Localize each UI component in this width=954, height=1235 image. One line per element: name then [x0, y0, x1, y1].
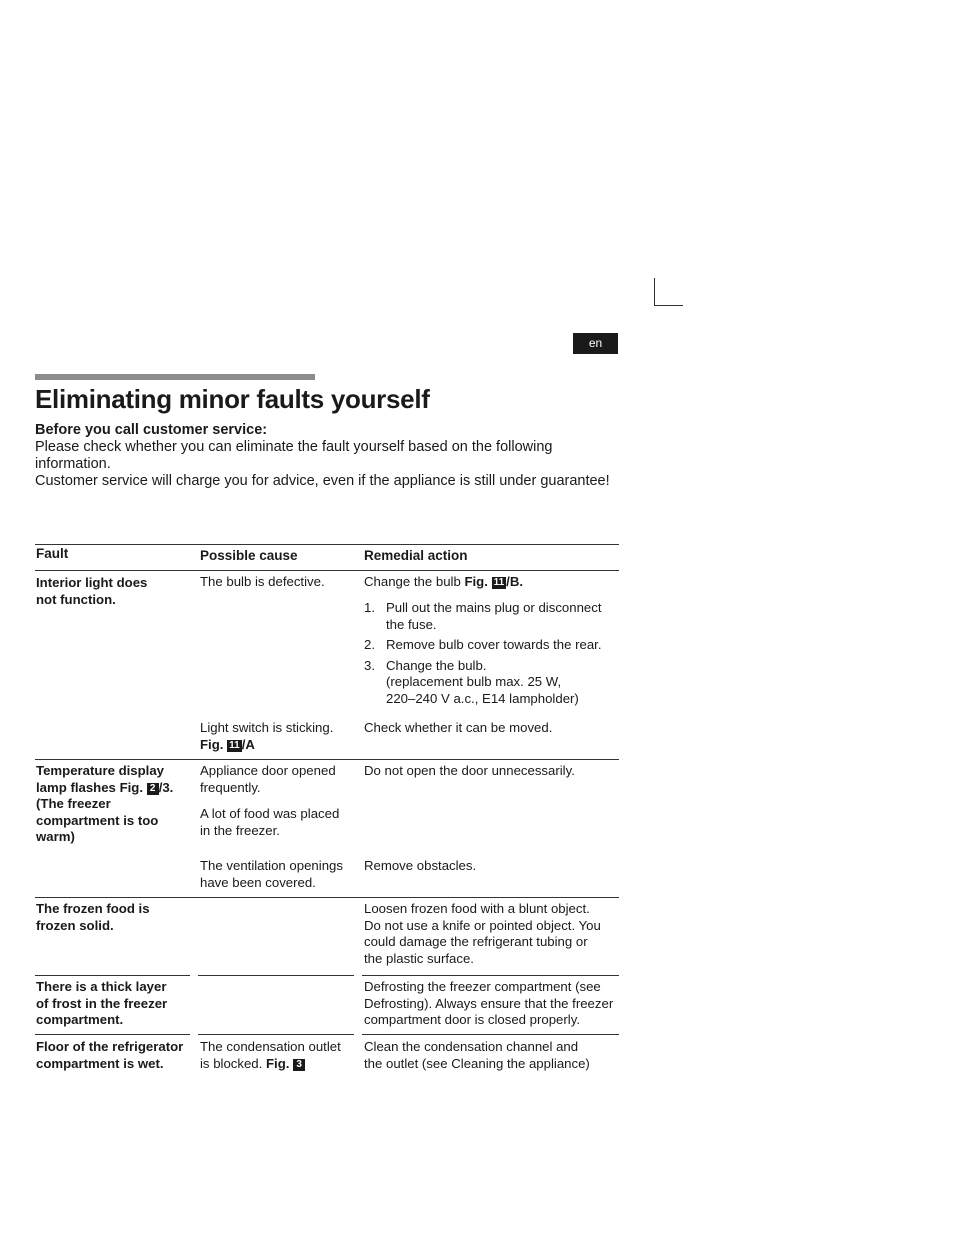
row1-bottom-rule [35, 759, 619, 760]
row4-bottom-rule-cause [198, 1034, 354, 1035]
figure-ref-icon: 2 [147, 783, 159, 795]
row2-cause1: Appliance door opened frequently. [200, 763, 336, 795]
row3-bottom-rule-remedy [362, 975, 619, 976]
figure-ref-icon: 11 [493, 577, 505, 588]
crop-mark-horizontal [654, 305, 683, 306]
table-top-rule [35, 544, 619, 545]
row5-cause: The condensation outlet is blocked. Fig. 3 [200, 1039, 341, 1071]
row1-remedy2: Check whether it can be moved. [364, 720, 553, 735]
figure-ref-icon: 11 [229, 739, 240, 751]
page-title: Eliminating minor faults yourself [35, 384, 430, 414]
row1-cause1: The bulb is defective. [200, 574, 325, 589]
intro-paragraph-1: Please check whether you can eliminate the fault yourself based on the following information. [35, 439, 553, 472]
row3-bottom-rule-fault [35, 975, 190, 976]
row4-remedy: Defrosting the freezer compartment (see Defrosting). Always ensure that the freezer compartment door is closed properly. [364, 979, 614, 1028]
row1-remedy1: Change the bulb Fig. 11 /B. [364, 574, 524, 589]
step-item: 3. Change the bulb. (replacement bulb max. 25 W, 220–240 V a.c., E14 lampholder) [364, 657, 579, 706]
intro-paragraph-2: Customer service will charge you for advice, even if the appliance is still under guarantee! [35, 473, 610, 489]
row3-remedy: Loosen frozen food with a blunt object. Do not use a knife or pointed object. You could damage the refrigerant tubing or the plastic surface. [364, 901, 601, 966]
header-remedy: Remedial action [364, 548, 468, 563]
row5-fault: Floor of the refrigerator compartment is wet. [36, 1039, 184, 1071]
row2-bottom-rule [35, 897, 619, 898]
row2-cause3: The ventilation openings have been covered. [200, 858, 343, 890]
row1-steps [364, 600, 614, 712]
row2-cause2: A lot of food was placed in the freezer. [200, 806, 340, 838]
header-cause: Possible cause [200, 548, 298, 563]
step-item: 2. Remove bulb cover towards the rear. [364, 637, 602, 653]
language-tab: en [573, 333, 618, 354]
row3-fault: The frozen food is frozen solid. [36, 901, 150, 933]
crop-mark-vertical [654, 278, 655, 306]
row4-fault: There is a thick layer of frost in the freezer compartment. [36, 979, 168, 1028]
intro-section [35, 422, 610, 490]
row2-remedy1: Do not open the door unnecessarily. [364, 763, 575, 778]
row4-bottom-rule-remedy [362, 1034, 619, 1035]
intro-subhead: Before you call customer service: [35, 422, 268, 438]
step-item: 1. Pull out the mains plug or disconnect the fuse. [364, 600, 602, 632]
row2-remedy2: Remove obstacles. [364, 858, 477, 873]
row5-remedy: Clean the condensation channel and the outlet (see Cleaning the appliance) [364, 1039, 590, 1071]
row3-bottom-rule-cause [198, 975, 354, 976]
figure-ref-icon: 3 [293, 1059, 305, 1071]
row1-fault: Interior light does not function. [36, 575, 148, 607]
header-bottom-rule [35, 570, 619, 571]
row2-fault: Temperature display lamp flashes Fig. 2 /3. (The freezer compartment is too warm) [36, 763, 174, 845]
title-accent-bar [35, 374, 315, 380]
header-fault: Fault [36, 546, 69, 561]
row1-cause2: Light switch is sticking. Fig. 11 /A [200, 720, 334, 752]
row4-bottom-rule-fault [35, 1034, 190, 1035]
